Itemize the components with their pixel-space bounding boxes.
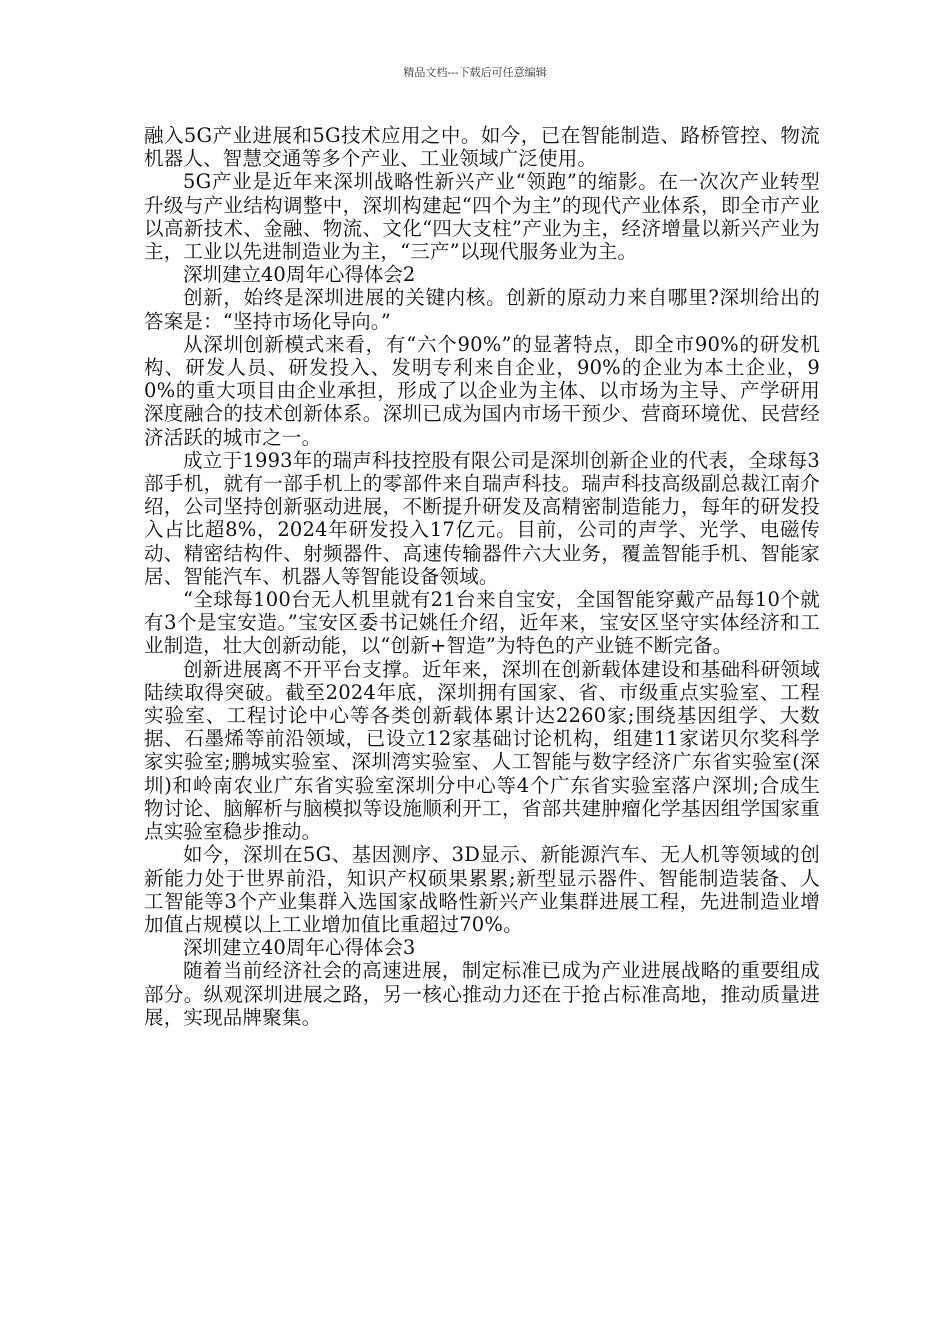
page-header: 精品文档---下载后可任意编辑 bbox=[403, 66, 547, 79]
paragraph-1: 融入5G产业进展和5G技术应用之中。如今，已在智能制造、路桥管控、物流机器人、智慧交通等多个产业、工业领域广泛使用。 bbox=[144, 124, 820, 171]
paragraph-5: 成立于1993年的瑞声科技控股有限公司是深圳创新企业的代表，全球每3部手机，就有一部手机上的零部件来自瑞声科技。瑞声科技高级副总裁江南介绍，公司坚持创新驱动进展，不断提升研发及高精密制造能力，每年的研发投入占比超8%，2024年研发投入17亿元。目前，公司的声学、光学、电磁传动、精密结构件、射频器件、高速传输器件六大业务，覆盖智能手机、智能家居、智能汽车、机器人等智能设备领域。 bbox=[144, 448, 820, 588]
paragraph-2: 5G产业是近年来深圳战略性新兴产业“领跑”的缩影。在一次次产业转型升级与产业结构调整中，深圳构建起“四个为主”的现代产业体系，即全市产业以高新技术、金融、物流、文化“四大支柱”产业为主，经济增量以新兴产业为主，工业以先进制造业为主，“三产”以现代服务业为主。 bbox=[144, 170, 820, 264]
paragraph-3: 创新，始终是深圳进展的关键内核。创新的原动力来自哪里?深圳给出的答案是：“坚持市场化导向。” bbox=[144, 286, 820, 333]
paragraph-7: 创新进展离不开平台支撑。近年来，深圳在创新载体建设和基础科研领域陆续取得突破。截至2024年底，深圳拥有国家、省、市级重点实验室、工程实验室、工程讨论中心等各类创新载体累计达2260家;围绕基因组学、大数据、石墨烯等前沿领域，已设立12家基础讨论机构，组建11家诺贝尔奖科学家实验室;鹏城实验室、深圳湾实验室、人工智能与数字经济广东省实验室(深圳)和岭南农业广东省实验室深圳分中心等4个广东省实验室落户深圳;合成生物讨论、脑解析与脑模拟等设施顺利开工，省部共建肿瘤化学基因组学国家重点实验室稳步推动。 bbox=[144, 657, 820, 844]
section-heading-3: 深圳建立40周年心得体会3 bbox=[183, 936, 416, 960]
paragraph-8: 如今，深圳在5G、基因测序、3D显示、新能源汽车、无人机等领域的创新能力处于世界前沿，知识产权硕果累累;新型显示器件、智能制造装备、人工智能等3个产业集群入选国家战略性新兴产业集群进展工程，先进制造业增加值占规模以上工业增加值比重超过70%。 bbox=[144, 843, 820, 936]
section-heading-2: 深圳建立40周年心得体会2 bbox=[183, 263, 416, 287]
paragraph-9: 随着当前经济社会的高速进展，制定标准已成为产业进展战略的重要组成部分。纵观深圳进展之路，另一核心推动力还在于抢占标准高地，推动质量进展，实现品牌聚集。 bbox=[144, 959, 820, 1029]
paragraph-6: “全球每100台无人机里就有21台来自宝安，全国智能穿戴产品每10个就有3个是宝安造。”宝安区委书记姚任介绍，近年来，宝安区坚守实体经济和工业制造，壮大创新动能，以“创新+智造”为特色的产业链不断完备。 bbox=[144, 588, 820, 658]
document-body bbox=[144, 124, 820, 1029]
paragraph-4: 从深圳创新模式来看，有“六个90%”的显著特点，即全市90%的研发机构、研发人员、研发投入、发明专利来自企业，90%的企业为本土企业，90%的重大项目由企业承担，形成了以企业为主体、以市场为主导、产学研用深度融合的技术创新体系。深圳已成为国内市场干预少、营商环境优、民营经济活跃的城市之一。 bbox=[144, 332, 820, 449]
